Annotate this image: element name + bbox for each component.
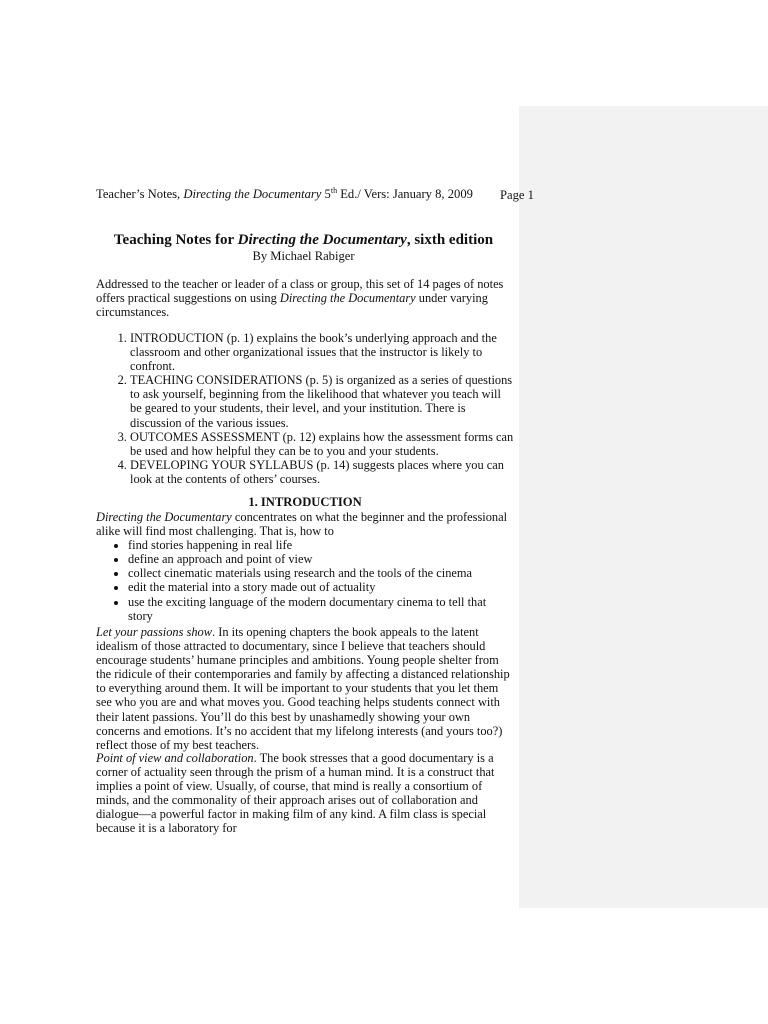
passions-lead: Let your passions show bbox=[96, 625, 213, 639]
intro-book-title: Directing the Documentary bbox=[279, 291, 416, 306]
document-title bbox=[96, 232, 511, 249]
section-lead-book: Directing the Documentary bbox=[96, 510, 232, 524]
header-prefix: Teacher’s Notes, bbox=[96, 187, 184, 202]
header-book-title: Directing the Documentary bbox=[183, 187, 322, 202]
passions-text: . In its opening chapters the book appeals to the latent idealism of those attracted to documentary, since I believe that teachers should encourage students’ humane principles and ambitions. Young people shelter from the ridicule of their contemporaries and family by affecting a distanced relationship to everything around them. It will be important to your students that you let them see who you are and what moves you. Good teaching helps students connect with their latent passions. You’ll do this best by unashamedly showing your own concerns and emotions. It’s no accident that my lifelong interests (and yours too?) reflect those of my best teachers. bbox=[96, 625, 510, 752]
header-edition-sup: th bbox=[330, 186, 338, 195]
page-number: Page 1 bbox=[500, 188, 534, 202]
contents-item: 3. OUTCOMES ASSESSMENT (p. 12) explains how the assessment forms can be used and how helpful they can be to you and your students. bbox=[130, 430, 514, 458]
pov-lead: Point of view and collaboration bbox=[96, 751, 254, 765]
running-header bbox=[96, 186, 473, 202]
title-suffix: , sixth edition bbox=[406, 232, 494, 248]
section-lead-paragraph bbox=[96, 510, 514, 623]
contents-item: 1. INTRODUCTION (p. 1) explains the book’s underlying approach and the classroom and other organizational issues that the instructor is likely to confront. bbox=[130, 331, 514, 373]
pov-text: . The book stresses that a good documentary is a corner of actuality seen through the prism of a human mind. It is a construct that implies a point of view. Usually, of course, that mind is really a consortium of minds, and the commonality of their approach arises out of collaboration and dialogue—a powerful factor in making film of any kind. A film class is special because it is a laboratory for bbox=[96, 751, 495, 836]
passions-paragraph bbox=[96, 625, 514, 752]
contents-item: 4. DEVELOPING YOUR SYLLABUS (p. 14) suggests places where you can look at the contents of others’ courses. bbox=[130, 458, 514, 486]
list-item: • define an approach and point of view bbox=[128, 552, 514, 566]
header-edition: 5 bbox=[321, 187, 331, 202]
list-item: • find stories happening in real life bbox=[128, 538, 514, 552]
comments-pane bbox=[519, 106, 768, 908]
title-book: Directing the Documentary bbox=[237, 232, 407, 248]
contents-list bbox=[96, 331, 514, 486]
skills-bullet-list bbox=[96, 538, 514, 623]
list-item: • edit the material into a story made out of actuality bbox=[128, 580, 514, 594]
list-item: • use the exciting language of the modern documentary cinema to tell that story bbox=[128, 595, 514, 623]
intro-paragraph bbox=[96, 277, 514, 319]
section-lead-text: concentrates on what the beginner and the professional alike will find most challenging. That is, how to bbox=[96, 510, 508, 539]
section-heading: 1. INTRODUCTION bbox=[248, 495, 362, 509]
header-suffix: Ed./ Vers: January 8, 2009 bbox=[337, 187, 473, 202]
intro-text-before: Addressed to the teacher or leader of a class or group, this set of 14 pages of notes offers practical suggestions on using bbox=[96, 277, 504, 306]
list-item: • collect cinematic materials using research and the tools of the cinema bbox=[128, 566, 514, 580]
pov-paragraph bbox=[96, 751, 514, 836]
byline: By Michael Rabiger bbox=[252, 249, 355, 263]
title-prefix: Teaching Notes for bbox=[113, 232, 238, 248]
contents-item: 2. TEACHING CONSIDERATIONS (p. 5) is organized as a series of questions to ask yourself, beginning from the likelihood that whatever you teach will be geared to your students, their level, and your institution. There is discussion of the various issues. bbox=[130, 373, 514, 429]
intro-text-after: under varying circumstances. bbox=[96, 291, 488, 320]
